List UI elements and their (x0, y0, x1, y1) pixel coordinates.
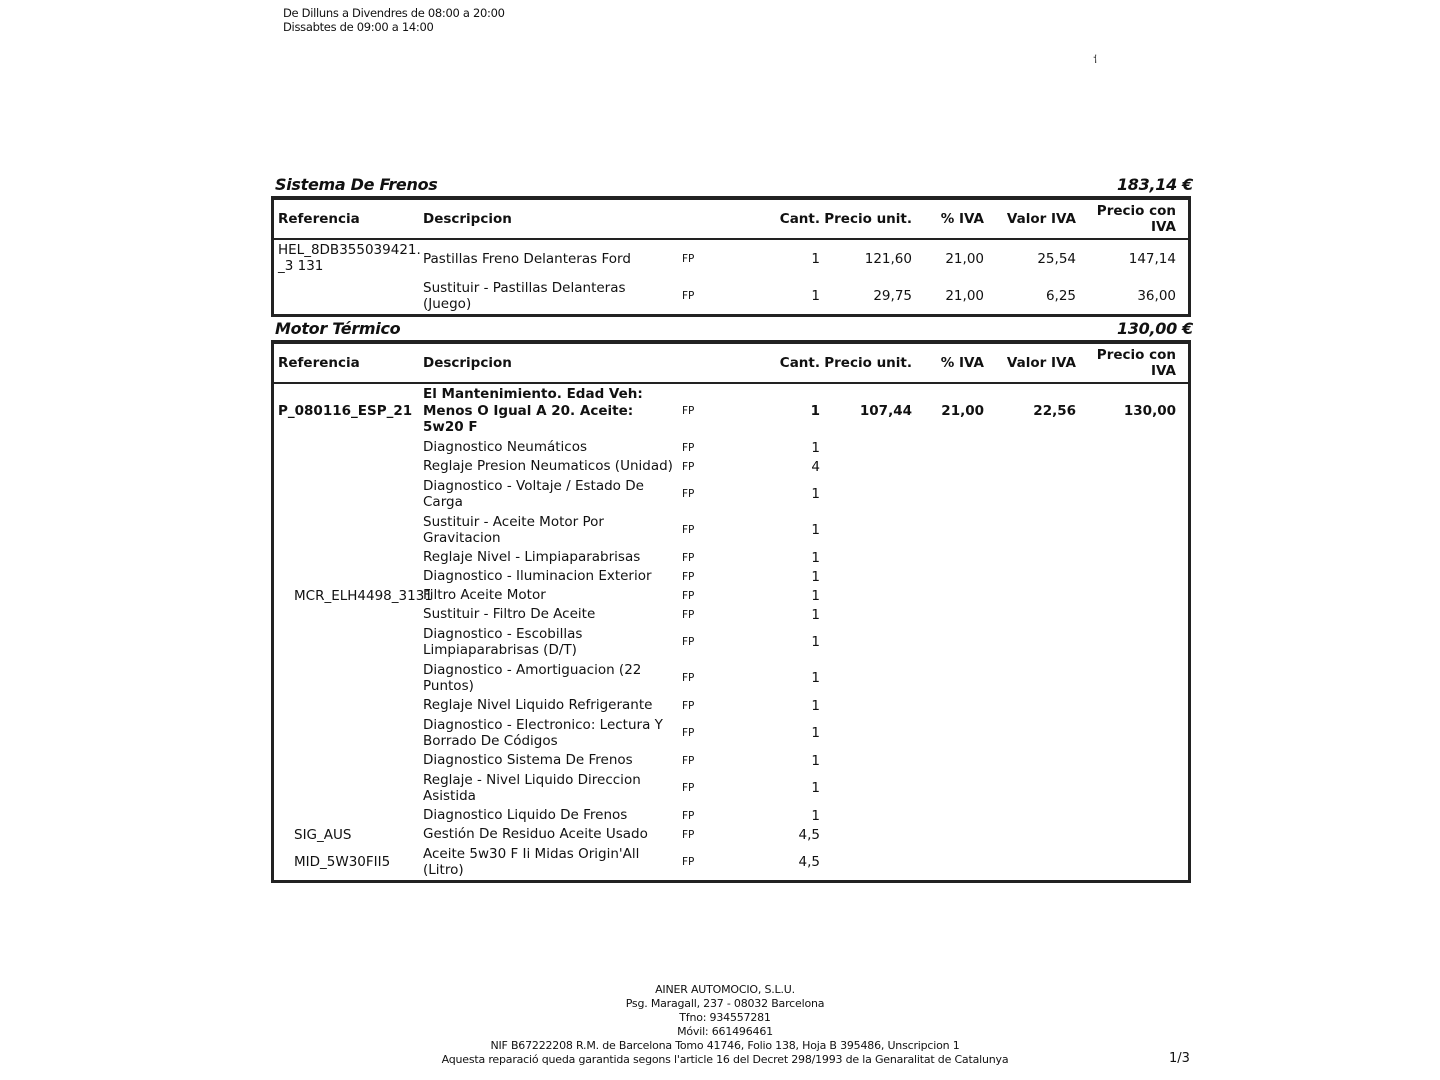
company-name: AINER AUTOMOCIO, S.L.U. (655, 983, 795, 996)
table-row: Diagnostico - Electronico: Lectura Y Borrado De Códigos FP 1 (423, 716, 820, 749)
col-referencia: Referencia (278, 355, 360, 371)
table-header (274, 344, 1188, 384)
table-row: HEL_8DB355039421._3 131 Pastillas Freno Delanteras Ford FP 1 121,60 21,00 25,54 147,14 (278, 242, 1176, 274)
table-motor-termico (271, 340, 1191, 883)
section-header-motor (275, 319, 1195, 338)
company-phone: Tfno: 934557281 (679, 1011, 771, 1024)
table-row: Reglaje Nivel - Limpiaparabrisas FP 1 (423, 549, 820, 566)
table-row: Reglaje - Nivel Liquido Direccion Asistida FP 1 (423, 771, 820, 804)
hours-weekdays: De Dilluns a Divendres de 08:00 a 20:00 (283, 6, 505, 20)
company-registry: NIF B67222208 R.M. de Barcelona Tomo 41746, Folio 138, Hoja B 395486, Unscripcion 1 (490, 1039, 960, 1052)
col-precio-unit: Precio unit. (824, 355, 912, 371)
section-title: Sistema De Frenos (275, 175, 438, 194)
table-row: Reglaje Presion Neumaticos (Unidad) FP 4 (423, 458, 820, 475)
company-mobile: Móvil: 661496461 (677, 1025, 773, 1038)
col-precio-unit: Precio unit. (824, 211, 912, 227)
section-total: 130,00 € (1116, 319, 1193, 338)
col-cant: Cant. (779, 355, 820, 371)
col-precio-con-iva: Precio con IVA (1096, 347, 1176, 379)
table-row: Diagnostico - Voltaje / Estado De Carga FP 1 (423, 477, 820, 510)
hours-saturday: Dissabtes de 09:00 a 14:00 (283, 20, 434, 34)
table-row: Diagnostico - Escobillas Limpiaparabrisas (D/T) FP 1 (423, 625, 820, 658)
table-row: Sustituir - Filtro De Aceite FP 1 (423, 606, 820, 623)
col-valor-iva: Valor IVA (1006, 355, 1076, 371)
table-row: Sustituir - Aceite Motor Por Gravitacion FP 1 (423, 513, 820, 546)
section-header-frenos (275, 175, 1195, 194)
table-row: Diagnostico - Iluminacion Exterior FP 1 (423, 568, 820, 585)
warranty-note: Aquesta reparació queda garantida segons l'article 16 del Decret 298/1993 de la Genaralitat de Catalunya (441, 1053, 1009, 1066)
table-row: Sustituir - Pastillas Delanteras (Juego) FP 1 29,75 21,00 6,25 36,00 (423, 279, 1176, 312)
col-precio-con-iva: Precio con IVA (1096, 203, 1176, 235)
col-descripcion: Descripcion (423, 354, 512, 371)
table-row: P_080116_ESP_21 El Mantenimiento. Edad Veh: Menos O Igual A 20. Aceite: 5w20 F FP 1 107,44 21,00 22,56 130,00 (278, 386, 1176, 436)
page-number: 1/3 (1169, 1051, 1190, 1066)
section-total: 183,14 € (1116, 175, 1193, 194)
company-address: Psg. Maragall, 237 - 08032 Barcelona (625, 997, 825, 1010)
table-row: MCR_ELH4498_3131 Filtro Aceite Motor FP 1 (294, 587, 820, 604)
table-row: MID_5W30FII5 Aceite 5w30 F Ii Midas Origin'All (Litro) FP 4,5 (294, 845, 820, 878)
table-row: Diagnostico Neumáticos FP 1 (423, 439, 820, 456)
col-descripcion: Descripcion (423, 210, 512, 227)
col-pct-iva: % IVA (940, 355, 984, 371)
col-pct-iva: % IVA (940, 211, 984, 227)
col-cant: Cant. (779, 211, 820, 227)
scan-mark: ⸶ (1093, 53, 1098, 66)
table-row: Reglaje Nivel Liquido Refrigerante FP 1 (423, 697, 820, 714)
company-footer (440, 983, 1010, 1067)
table-row: Diagnostico - Amortiguacion (22 Puntos) FP 1 (423, 661, 820, 694)
col-valor-iva: Valor IVA (1006, 211, 1076, 227)
section-title: Motor Térmico (275, 319, 401, 338)
opening-hours (283, 6, 505, 34)
table-row: SIG_AUS Gestión De Residuo Aceite Usado FP 4,5 (294, 826, 820, 843)
col-referencia: Referencia (278, 211, 360, 227)
table-sistema-frenos (271, 196, 1191, 317)
table-header (274, 200, 1188, 240)
table-row: Diagnostico Liquido De Frenos FP 1 (423, 807, 820, 824)
table-row: Diagnostico Sistema De Frenos FP 1 (423, 752, 820, 769)
